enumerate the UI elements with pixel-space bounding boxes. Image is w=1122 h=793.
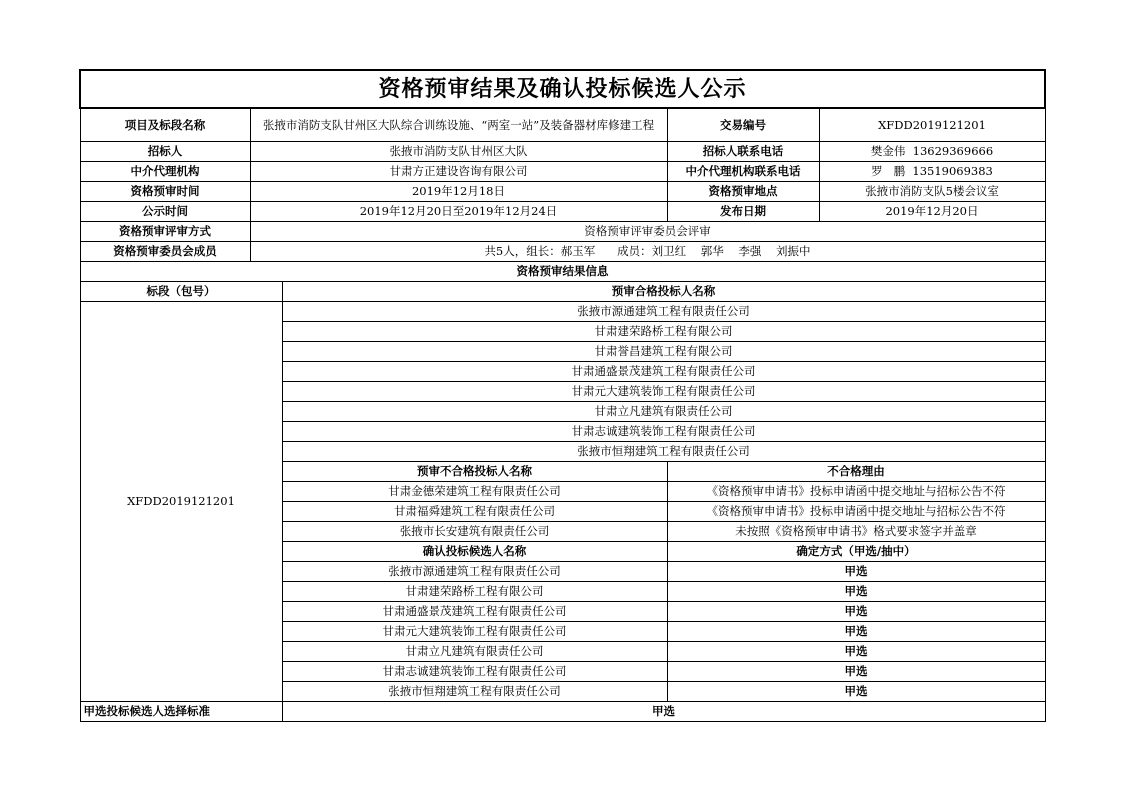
release-date-value: 2019年12月20日 bbox=[819, 202, 1045, 222]
confirmed-method-header: 确定方式（甲选/抽中） bbox=[667, 542, 1045, 562]
publicity-time-label: 公示时间 bbox=[80, 202, 250, 222]
unqualified-name: 甘肃福舜建筑工程有限责任公司 bbox=[282, 502, 667, 522]
lot-value: XFDD2019121201 bbox=[80, 302, 282, 702]
agency-phone-value: 罗 鹏 13519069383 bbox=[819, 162, 1045, 182]
agency-value: 甘肃方正建设咨询有限公司 bbox=[250, 162, 667, 182]
criteria-value: 甲选 bbox=[282, 702, 1045, 722]
confirmed-name: 甘肃志诚建筑装饰工程有限责任公司 bbox=[282, 662, 667, 682]
release-date-label: 发布日期 bbox=[667, 202, 819, 222]
qualified-row: 甘肃立凡建筑有限责任公司 bbox=[282, 402, 1045, 422]
review-place-value: 张掖市消防支队5楼会议室 bbox=[819, 182, 1045, 202]
agency-phone-label: 中介代理机构联系电话 bbox=[667, 162, 819, 182]
method-value: 资格预审评审委员会评审 bbox=[250, 222, 1045, 242]
unqualified-reason: 《资格预审申请书》投标申请函中提交地址与招标公告不符 bbox=[667, 502, 1045, 522]
confirmed-header: 确认投标候选人名称 bbox=[282, 542, 667, 562]
trade-no-label: 交易编号 bbox=[667, 108, 819, 142]
project-value: 张掖市消防支队甘州区大队综合训练设施、“两室一站”及装备器材库修建工程 bbox=[250, 108, 667, 142]
confirmed-name: 甘肃建荣路桥工程有限公司 bbox=[282, 582, 667, 602]
tenderer-phone-label: 招标人联系电话 bbox=[667, 142, 819, 162]
review-place-label: 资格预审地点 bbox=[667, 182, 819, 202]
confirmed-name: 甘肃通盛景茂建筑工程有限责任公司 bbox=[282, 602, 667, 622]
confirmed-name: 张掖市源通建筑工程有限责任公司 bbox=[282, 562, 667, 582]
publicity-sheet bbox=[79, 69, 1044, 722]
confirmed-method: 甲选 bbox=[667, 642, 1045, 662]
method-label: 资格预审评审方式 bbox=[80, 222, 250, 242]
unqualified-name: 张掖市长安建筑有限责任公司 bbox=[282, 522, 667, 542]
confirmed-name: 甘肃元大建筑装饰工程有限责任公司 bbox=[282, 622, 667, 642]
review-time-value: 2019年12月18日 bbox=[250, 182, 667, 202]
members-label: 资格预审委员会成员 bbox=[80, 242, 250, 262]
unqualified-name: 甘肃金德荣建筑工程有限责任公司 bbox=[282, 482, 667, 502]
unqualified-reason: 未按照《资格预审申请书》格式要求签字并盖章 bbox=[667, 522, 1045, 542]
confirmed-method: 甲选 bbox=[667, 602, 1045, 622]
page-title: 资格预审结果及确认投标候选人公示 bbox=[80, 70, 1045, 108]
members-value: 共5人，组长：郝玉军 成员：刘卫红 郭华 李强 刘振中 bbox=[250, 242, 1045, 262]
qualified-row: 甘肃誉昌建筑工程有限公司 bbox=[282, 342, 1045, 362]
review-time-label: 资格预审时间 bbox=[80, 182, 250, 202]
qualified-header: 预审合格投标人名称 bbox=[282, 282, 1045, 302]
project-label: 项目及标段名称 bbox=[80, 108, 250, 142]
trade-no-value: XFDD2019121201 bbox=[819, 108, 1045, 142]
confirmed-method: 甲选 bbox=[667, 562, 1045, 582]
qualified-row: 甘肃元大建筑装饰工程有限责任公司 bbox=[282, 382, 1045, 402]
confirmed-method: 甲选 bbox=[667, 582, 1045, 602]
confirmed-method: 甲选 bbox=[667, 622, 1045, 642]
tenderer-label: 招标人 bbox=[80, 142, 250, 162]
results-section-title: 资格预审结果信息 bbox=[80, 262, 1045, 282]
qualified-row: 甘肃志诚建筑装饰工程有限责任公司 bbox=[282, 422, 1045, 442]
unqualified-reason-header: 不合格理由 bbox=[667, 462, 1045, 482]
publicity-time-value: 2019年12月20日至2019年12月24日 bbox=[250, 202, 667, 222]
unqualified-header: 预审不合格投标人名称 bbox=[282, 462, 667, 482]
confirmed-method: 甲选 bbox=[667, 682, 1045, 702]
criteria-label: 甲选投标候选人选择标准 bbox=[80, 702, 282, 722]
tenderer-value: 张掖市消防支队甘州区大队 bbox=[250, 142, 667, 162]
agency-label: 中介代理机构 bbox=[80, 162, 250, 182]
qualified-row: 甘肃通盛景茂建筑工程有限责任公司 bbox=[282, 362, 1045, 382]
qualified-row: 甘肃建荣路桥工程有限公司 bbox=[282, 322, 1045, 342]
confirmed-name: 张掖市恒翔建筑工程有限责任公司 bbox=[282, 682, 667, 702]
tenderer-phone-value: 樊金伟 13629369666 bbox=[819, 142, 1045, 162]
unqualified-reason: 《资格预审申请书》投标申请函中提交地址与招标公告不符 bbox=[667, 482, 1045, 502]
qualified-row: 张掖市恒翔建筑工程有限责任公司 bbox=[282, 442, 1045, 462]
confirmed-method: 甲选 bbox=[667, 662, 1045, 682]
lot-label: 标段（包号） bbox=[80, 282, 282, 302]
publicity-table bbox=[79, 69, 1046, 722]
qualified-row: 张掖市源通建筑工程有限责任公司 bbox=[282, 302, 1045, 322]
confirmed-name: 甘肃立凡建筑有限责任公司 bbox=[282, 642, 667, 662]
